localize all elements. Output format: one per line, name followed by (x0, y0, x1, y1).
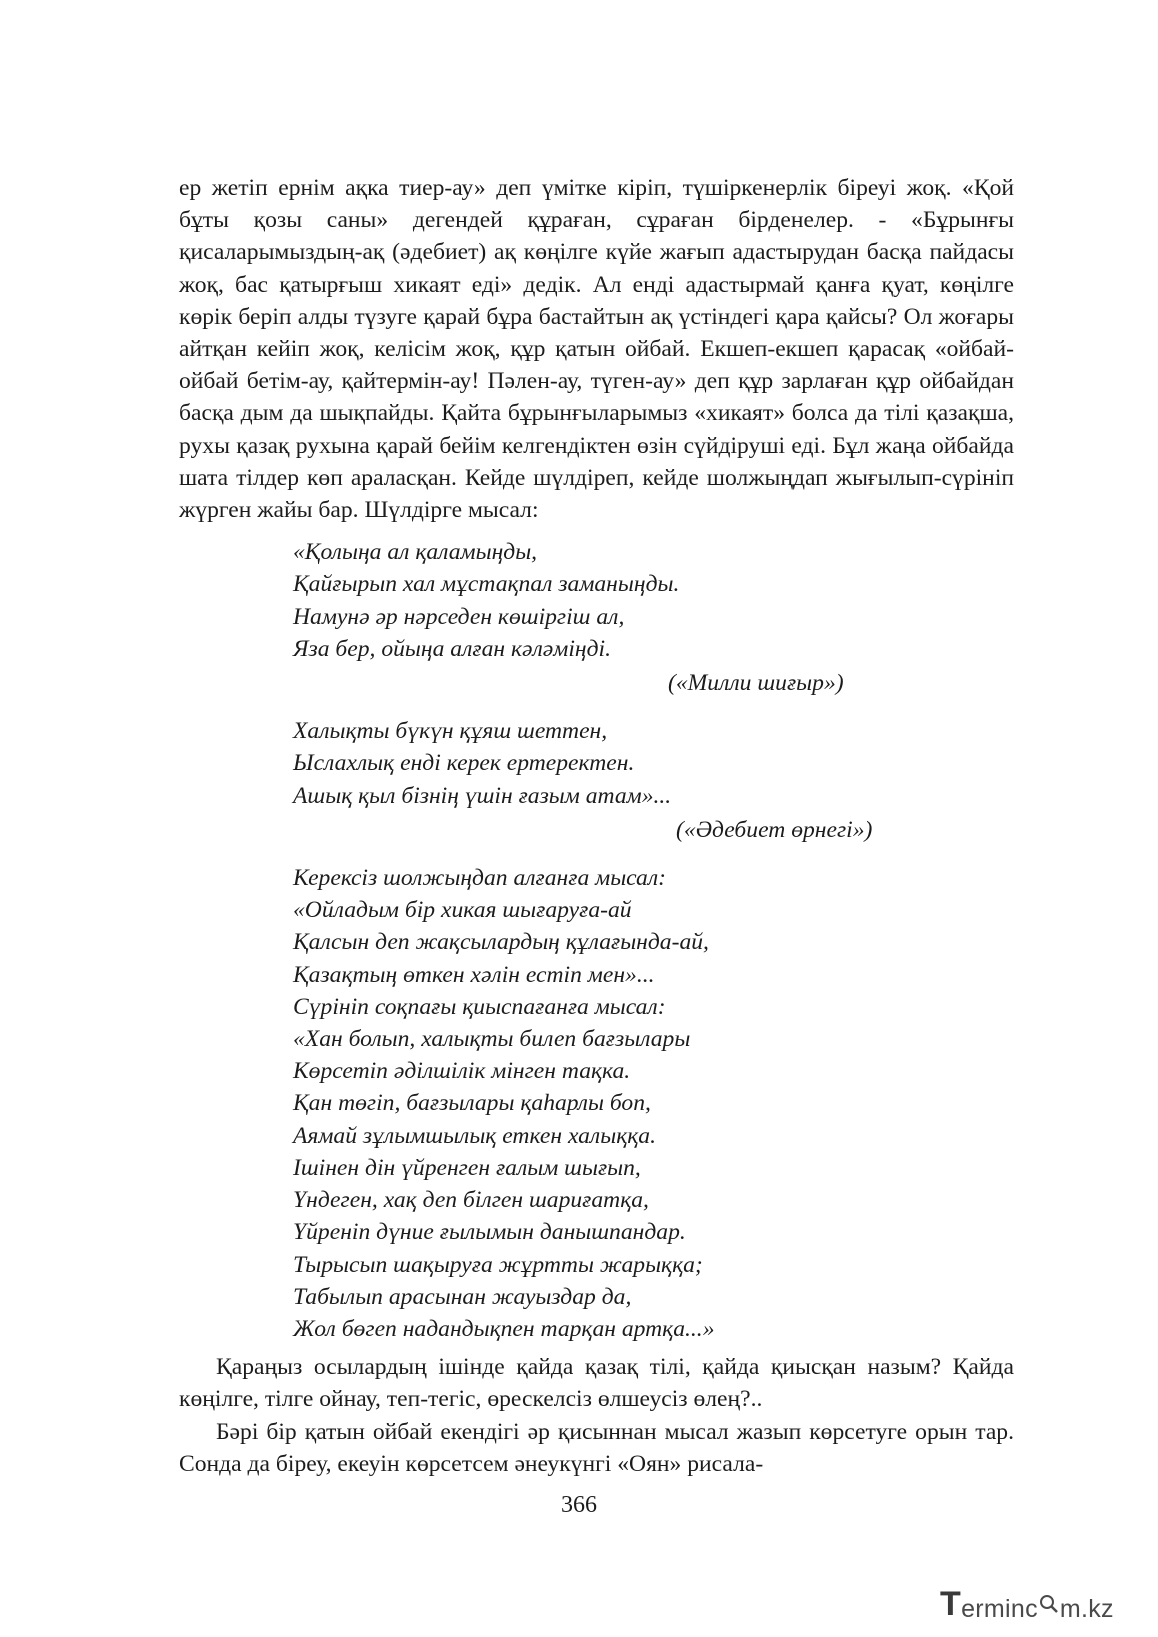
quote-line: Халықты бүкүн құяш шеттен, (293, 718, 608, 745)
quote-source-2: («Әдебиет өрнегі») (676, 816, 873, 843)
quote-line: Ыслахлық енді керек ертеректен. (293, 750, 635, 777)
page-content (179, 172, 1014, 1480)
quote-line: Ішінен дін үйренген ғалым шығып, (293, 1154, 641, 1181)
quote-line: Қалсын деп жақсылардың құлағында-ай, (293, 929, 709, 956)
watermark-text-2: m.kz (1059, 1595, 1114, 1623)
watermark-logo (940, 1584, 1114, 1624)
quote-line: Табылып арасынан жауыздар да, (293, 1283, 632, 1310)
quote-line: Сүрініп соқпағы қиыспағанға мысал: (293, 993, 666, 1020)
paragraph-3: Бәрі бір қатын ойбай екендігі әр қисыннан мысал жазып көрсетуге орын тар. Сонда да біреу, екеуін көрсетсем әнеукүнгі «Оян» рисала- (179, 1418, 1014, 1477)
quote-stanza-2 (293, 715, 1014, 846)
quote-stanza-3 (293, 862, 1014, 1345)
quote-line: Намунә әр нәрседен көшіргіш ал, (293, 603, 625, 630)
quote-line: Жол бөгеп надандықпен тарқан артқа...» (293, 1315, 715, 1342)
quote-line: Қан төгіп, бағзылары қаһарлы боп, (293, 1090, 651, 1117)
quote-stanza-1 (293, 536, 1014, 699)
quote-line: Қайғырып хал мұстақпал заманыңды. (293, 571, 680, 598)
quote-line: Керексіз шолжыңдап алғанға мысал: (293, 865, 666, 892)
quote-line: Яза бер, ойыңа алған кәләміңді. (293, 635, 611, 662)
quote-source-1: («Милли шиғыр») (668, 670, 844, 697)
quote-line: Аямай зұлымшылық еткен халыққа. (293, 1122, 656, 1149)
watermark-text-1: erminc (961, 1595, 1038, 1623)
quote-line: Тырысып шақыруға жұртты жарыққа; (293, 1251, 703, 1278)
watermark-t: T (940, 1585, 962, 1623)
quote-line: «Ойладым бір хикая шығаруға-ай (293, 897, 632, 924)
intro-paragraph: ер жетіп ернім ақка тиер-ау» деп үмітке кіріп, түшіркенерлік біреуі жоқ. «Қой бұты қозы саны» дегендей құраған, сұраған бірденелер. - «Бұрынғы қисаларымыздың-ақ (әдебиет) ақ көңілге күйе жағып адастырудан басқа пайдасы жоқ, бас қатырғыш хикаят еді» дедік. Ал енді адастырмай қанға қуат, көңілге көрік беріп алды түзуге қарай бұра бастайтын ақ үстіндегі қара қайсы? Ол жоғары айтқан кейіп жоқ, келісім жоқ, құр қатын ойбай. Екшеп-екшеп қарасақ «ойбай-ойбай бетім-ау, қайтермін-ау! Пәлен-ау, түген-ау» деп құр зарлаған құр ойбайдан басқа дым да шықпайды. Қайта бұрынғыларымыз «хикаят» болса да тілі қазақша, рухы қазақ рухына қарай бейім келгендіктен өзін сүйдіруші еді. Бұл жаңа ойбайда шата тілдер көп араласқан. Кейде шүлдіреп, кейде шолжыңдап жығылып-сүрініп жүрген жайы бар. Шүлдірге мысал: (179, 175, 1014, 524)
quote-line: Үндеген, хақ деп білген шариғатқа, (293, 1187, 649, 1214)
quote-line: «Хан болып, халықты билеп бағзылары (293, 1026, 691, 1053)
quotations (179, 536, 1014, 1345)
paragraph-2: Қараңыз осылардың ішінде қайда қазақ тілі, қайда қиысқан назым? Қайда көңілге, тілге ойнау, теп-тегіс, өрескелсіз өлшеусіз өлең?.. (179, 1354, 1014, 1413)
quote-line: Үйреніп дүние ғылымын данышпандар. (293, 1219, 686, 1246)
page-number: 366 (561, 1492, 597, 1518)
quote-line: Қазақтың өткен хәлін естіп мен»... (293, 961, 655, 988)
quote-line: «Қолыңа ал қаламыңды, (293, 539, 538, 566)
magnifier-icon (1038, 1594, 1060, 1624)
quote-line: Көрсетіп әділшілік мінген тақка. (293, 1058, 631, 1085)
quote-line: Ашық қыл бізнің үшін ғазым атам»... (293, 782, 672, 809)
